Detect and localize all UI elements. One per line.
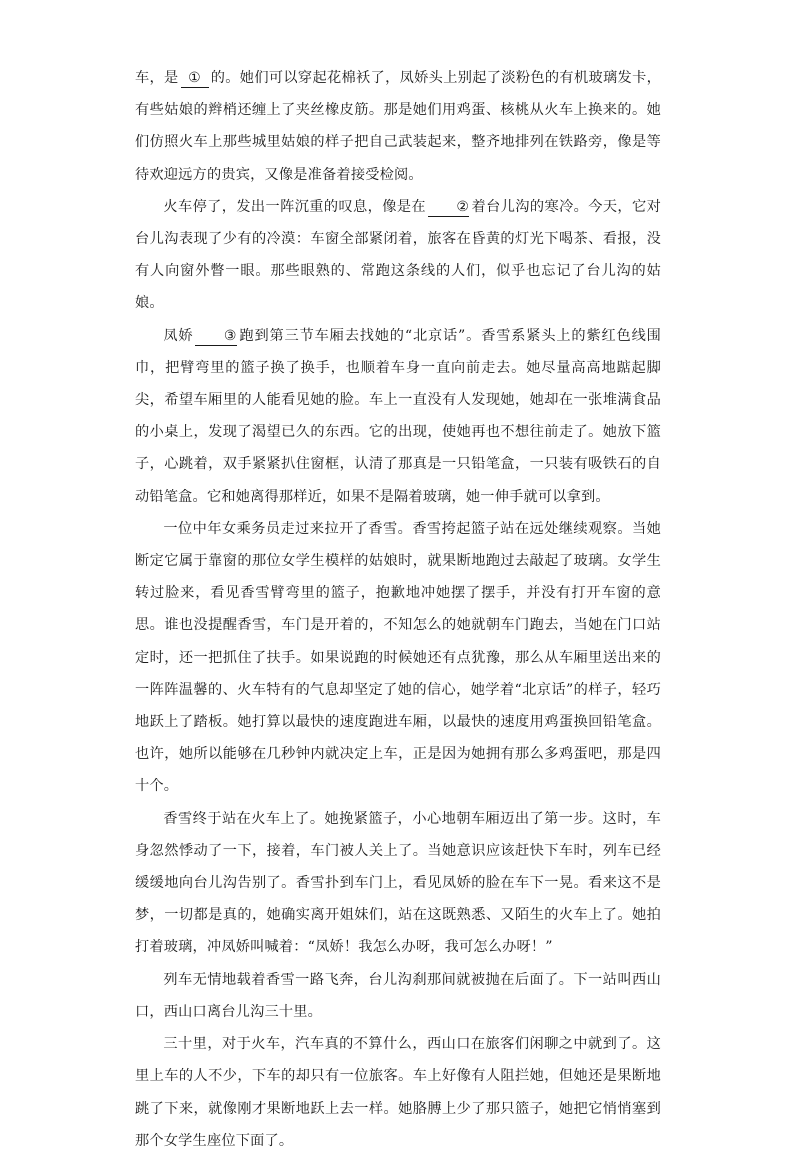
- paragraph-text: 列车无情地载着香雪一路飞奔，台儿沟刹那间就被抛在后面了。下一站叫西山口，西山口离台儿沟三十里。: [135, 971, 661, 1020]
- paragraph-text: 香雪终于站在火车上了。她挽紧篮子，小心地朝车厢迈出了第一步。这时，车身忽然悸动了一下，接着，车门被人关上了。当她意识应该赶快下车时，列车已经缓缓地向台儿沟告别了。香雪扑到车门上，看见凤娇的脸在车下一晃。看来这不是梦，一切都是真的，她确实离开姐妹们，站在这既熟悉、又陌生的火车上了。她拍打着玻璃，冲凤娇叫喊着：“凤娇！我怎么办呀，我可怎么办呀！”: [135, 810, 661, 956]
- paragraph-text: 凤娇: [163, 327, 194, 344]
- article-body: [135, 62, 661, 1157]
- paragraph-text: 的。她们可以穿起花棉袄了，凤娇头上别起了淡粉色的有机玻璃发卡，有些姑娘的辫梢还缠上了夹丝橡皮筋。那是她们用鸡蛋、核桃从火车上换来的。她们仿照火车上那些城里姑娘的样子把自己武装起来，整齐地排列在铁路旁，像是等待欢迎远方的贵宾，又像是准备着接受检阅。: [135, 70, 661, 183]
- paragraph: [135, 191, 661, 320]
- paragraph: [135, 1028, 661, 1157]
- paragraph-text: 着台儿沟的寒冷。今天，它对台儿沟表现了少有的冷漠：车窗全部紧闭着，旅客在昏黄的灯光下喝茶、看报，没有人向窗外瞥一眼。那些眼熟的、常跑这条线的人们，似乎也忘记了台儿沟的姑娘。: [135, 198, 661, 312]
- paragraph-text: 车，是: [135, 70, 179, 86]
- fill-in-blank: ②: [428, 198, 469, 217]
- fill-in-blank: ①: [181, 69, 209, 88]
- paragraph-text: 火车停了，发出一阵沉重的叹息，像是在: [163, 198, 427, 215]
- paragraph: [135, 320, 661, 513]
- paragraph-text: 一位中年女乘务员走过来拉开了香雪。香雪挎起篮子站在远处继续观察。当她断定它属于靠窗的那位女学生模样的姑娘时，就果断地跑过去敲起了玻璃。女学生转过脸来，看见香雪臂弯里的篮子，抱歉地冲她摆了摆手，并没有打开车窗的意思。谁也没提醒香雪，车门是开着的，不知怎么的她就朝车门跑去，当她在门口站定时，还一把抓住了扶手。如果说跑的时候她还有点犹豫，那么从车厢里送出来的一阵阵温馨的、火车特有的气息却坚定了她的信心，她学着“北京话”的样子，轻巧地跃上了踏板。她打算以最快的速度跑进车厢，以最快的速度用鸡蛋换回铅笔盒。也许，她所以能够在几秒钟内就决定上车，正是因为她拥有那么多鸡蛋吧，那是四十个。: [135, 520, 661, 795]
- paragraph: [135, 803, 661, 964]
- paragraph-text: 跑到第三节车厢去找她的“北京话”。香雪系紧头上的紫红色线围巾，把臂弯里的篮子换了换手，也顺着车身一直向前走去。她尽量高高地踮起脚尖，希望车厢里的人能看见她的脸。车上一直没有人发现她，她却在一张堆满食品的小桌上，发现了渴望已久的东西。它的出现，使她再也不想往前走了。她放下篮子，心跳着，双手紧紧扒住窗框，认清了那真是一只铅笔盒，一只装有吸铁石的自动铅笔盒。它和她离得那样近，如果不是隔着玻璃，她一伸手就可以拿到。: [135, 327, 661, 505]
- paragraph-text: 三十里，对于火车，汽车真的不算什么，西山口在旅客们闲聊之中就到了。这里上车的人不少，下车的却只有一位旅客。车上好像有人阻拦她，但她还是果断地跳了下来，就像刚才果断地跃上去一样。她胳膊上少了那只篮子，她把它悄悄塞到那个女学生座位下面了。: [135, 1036, 661, 1149]
- fill-in-blank: ③: [195, 327, 236, 346]
- paragraph: [135, 513, 661, 803]
- paragraph: [135, 62, 661, 191]
- paragraph: [135, 964, 661, 1028]
